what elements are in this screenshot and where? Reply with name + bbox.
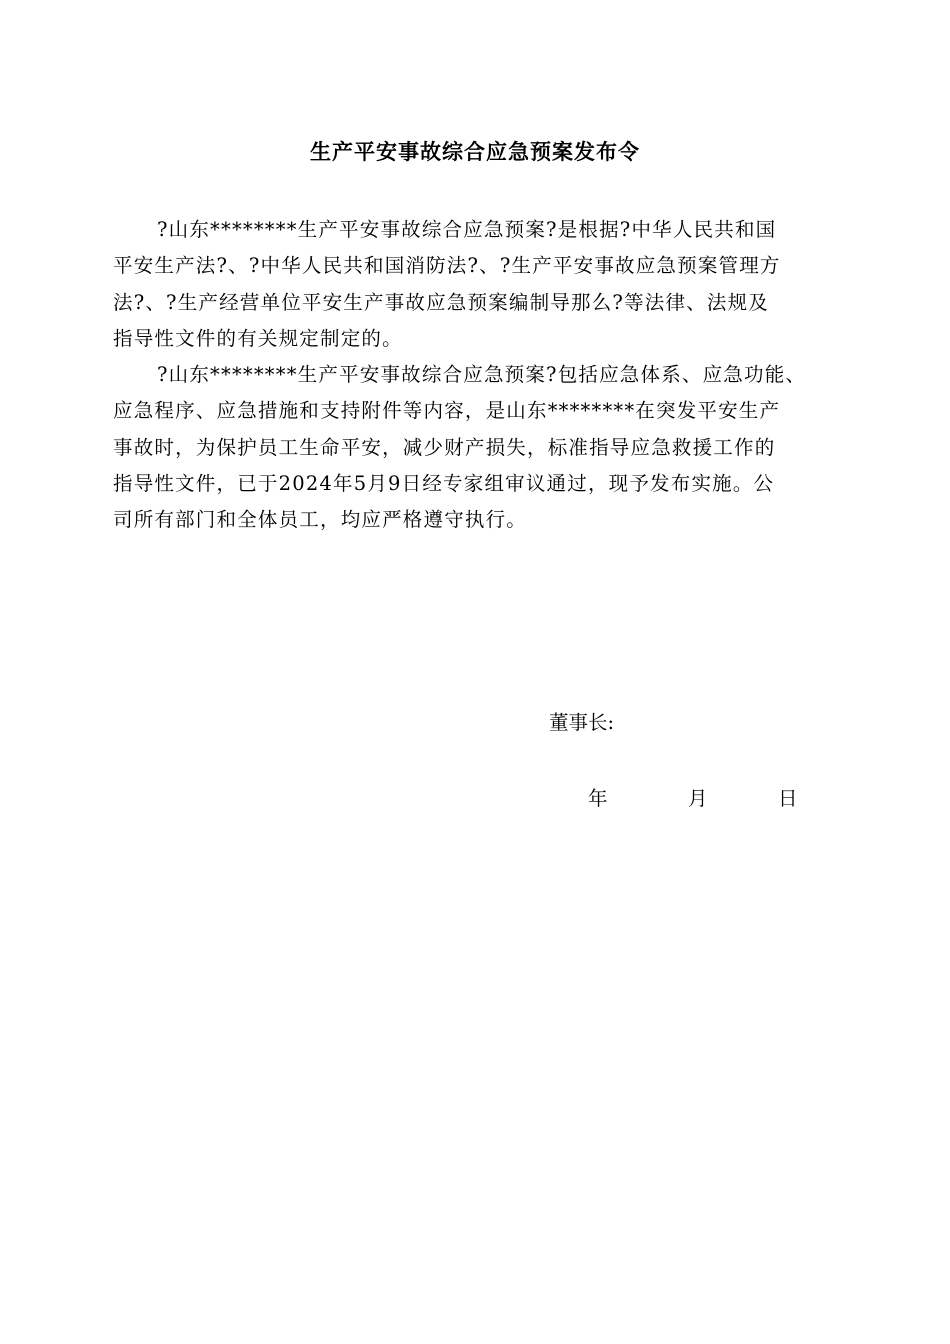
paragraph-2-line-5: 司所有部门和全体员工，均应严格遵守执行。: [113, 508, 528, 532]
paragraph-2-line-1: ?山东********生产平安事故综合应急预案?包括应急体系、应急功能、: [157, 363, 807, 387]
document-body: [113, 212, 853, 539]
paragraph-2-line-4: 指导性文件，已于2024年5月9日经专家组审议通过，现予发布实施。公: [113, 472, 775, 496]
date-month-label: 月: [688, 787, 708, 810]
paragraph-2-line-3: 事故时，为保护员工生命平安，减少财产损失，标准指导应急救援工作的: [113, 435, 776, 459]
document-title: 生产平安事故综合应急预案发布令: [310, 139, 640, 164]
date-year-label: 年: [588, 787, 608, 810]
paragraph-1-line-1: ?山东********生产平安事故综合应急预案?是根据?中华人民共和国: [157, 218, 777, 241]
paragraph-1-line-4: 指导性文件的有关规定制定的。: [113, 326, 403, 350]
paragraph-1-line-3: 法?、?生产经营单位平安生产事故应急预案编制导那么?等法律、法规及: [113, 290, 769, 314]
paragraph-2-line-2: 应急程序、应急措施和支持附件等内容，是山东********在突发平安生产: [113, 399, 781, 423]
paragraph-1-line-2: 平安生产法?、?中华人民共和国消防法?、?生产平安事故应急预案管理方: [113, 254, 781, 278]
signature-label: 董事长:: [549, 711, 615, 734]
date-day-label: 日: [778, 787, 798, 810]
